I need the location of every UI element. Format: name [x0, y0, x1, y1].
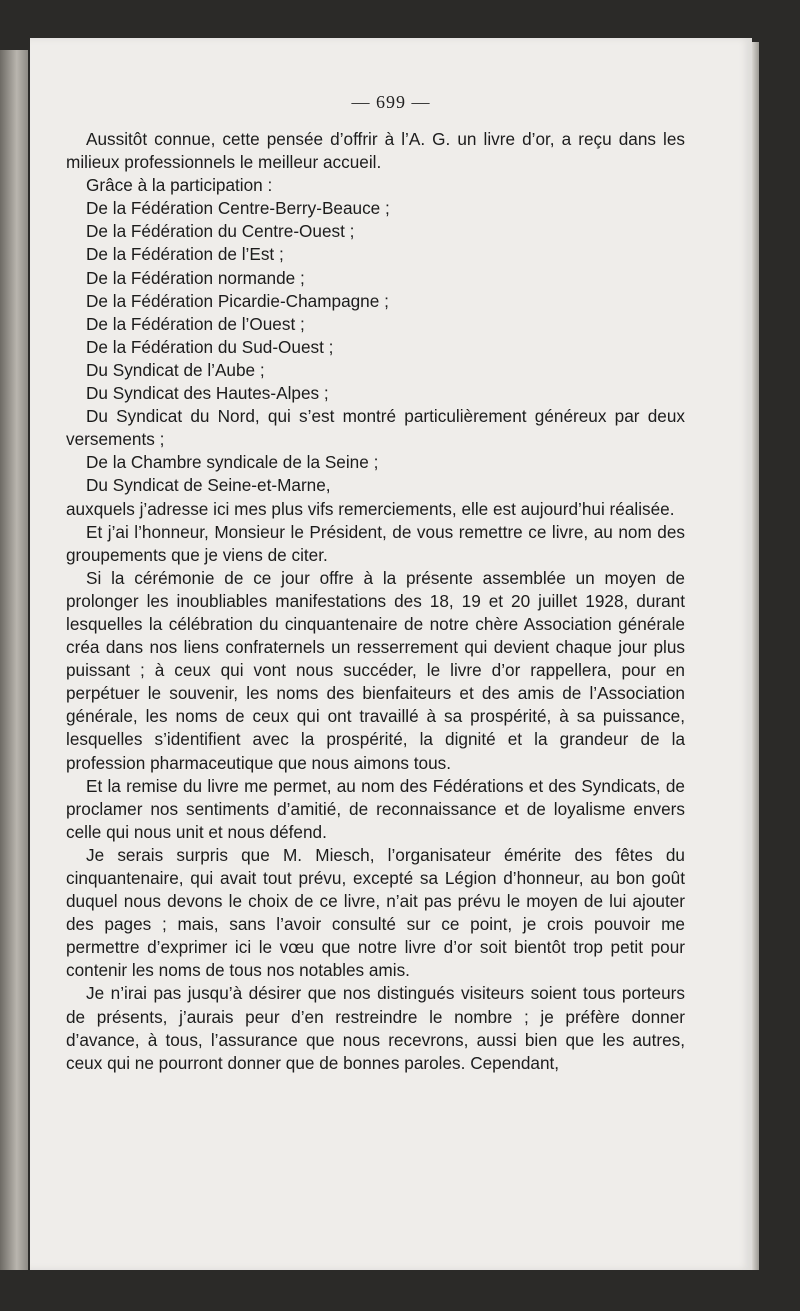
list-item: De la Fédération de l’Est ;: [86, 244, 284, 265]
list-item: De la Fédération du Centre-Ouest ;: [86, 221, 355, 242]
list-item: Du Syndicat du Nord, qui s’est montré particulièrement généreux par deux versements ;: [66, 406, 685, 450]
list-item: De la Fédération Picardie-Champagne ;: [86, 290, 389, 311]
list-item: De la Fédération Centre-Berry-Beauce ;: [86, 198, 390, 219]
paragraph: Si la cérémonie de ce jour offre à la présente assemblée un moyen de prolonger les inoubliables manifestations des 18, 19 et 20 juillet 1928, durant lesquelles la célébration du cinquantenaire de notre chère Association générale créa dans nos liens confraternels un resserrement qui devient chaque jour plus puissant ; à ceux qui vont nous succéder, le livre d’or rappellera, pour en perpétuer le souvenir, les noms des bienfaiteurs et des amis de l’Association générale, les noms de ceux qui ont travaillé à sa prospérité, à sa puissance, lesquelles s’identifient avec la prospérité, la dignité et la grandeur de la profession pharmaceutique que nous aimons tous.: [66, 567, 685, 773]
list-item: Du Syndicat des Hautes-Alpes ;: [86, 383, 329, 404]
list-item: Du Syndicat de l’Aube ;: [86, 359, 265, 380]
list-item: Du Syndicat de Seine-et-Marne,: [86, 475, 331, 496]
list-item: De la Chambre syndicale de la Seine ;: [86, 452, 379, 473]
page-number: — 699 —: [351, 92, 431, 112]
adjacent-page-edge: [0, 50, 28, 1270]
paragraph: auxquels j’adresse ici mes plus vifs remerciements, elle est aujourd’hui réalisée.: [66, 498, 675, 519]
paragraph: Et la remise du livre me permet, au nom des Fédérations et des Syndicats, de proclamer nos sentiments d’amitié, de reconnaissance et de loyalisme envers celle qui nous unit et nous défend.: [66, 775, 685, 842]
paragraph: Je serais surpris que M. Miesch, l’organisateur émérite des fêtes du cinquantenaire, qui avait tout prévu, excepté sa Légion d’honneur, au bon goût duquel nous devons le choix de ce livre, n’ait pas prévu le moyen de lui ajouter des pages ; mais, sans l’avoir consulté sur ce point, je crois pouvoir me permettre d’exprimer ici le vœu que notre livre d’or soit bientôt trop petit pour contenir les noms de tous nos notables amis.: [66, 844, 685, 981]
paragraph: Et j’ai l’honneur, Monsieur le Président, de vous remettre ce livre, au nom des groupements que je viens de citer.: [66, 521, 685, 565]
body-text: [66, 128, 685, 1075]
paragraph: Grâce à la participation :: [86, 175, 273, 196]
list-item: De la Fédération de l’Ouest ;: [86, 313, 305, 334]
list-item: De la Fédération normande ;: [86, 267, 305, 288]
paragraph: Aussitôt connue, cette pensée d’offrir à l’A. G. un livre d’or, a reçu dans les milieux professionnels le meilleur accueil.: [66, 129, 685, 173]
book-page: [30, 38, 752, 1270]
page-edge-shadow: [752, 42, 759, 1270]
list-item: De la Fédération du Sud-Ouest ;: [86, 336, 334, 357]
paragraph: Je n’irai pas jusqu’à désirer que nos distingués visiteurs soient tous porteurs de présents, j’aurais peur d’en restreindre le nombre ; je préfère donner d’avance, à tous, l’assurance que nous recevrons, aussi bien que les autres, ceux qui ne pourront donner que de bonnes paroles. Cependant,: [66, 983, 685, 1073]
